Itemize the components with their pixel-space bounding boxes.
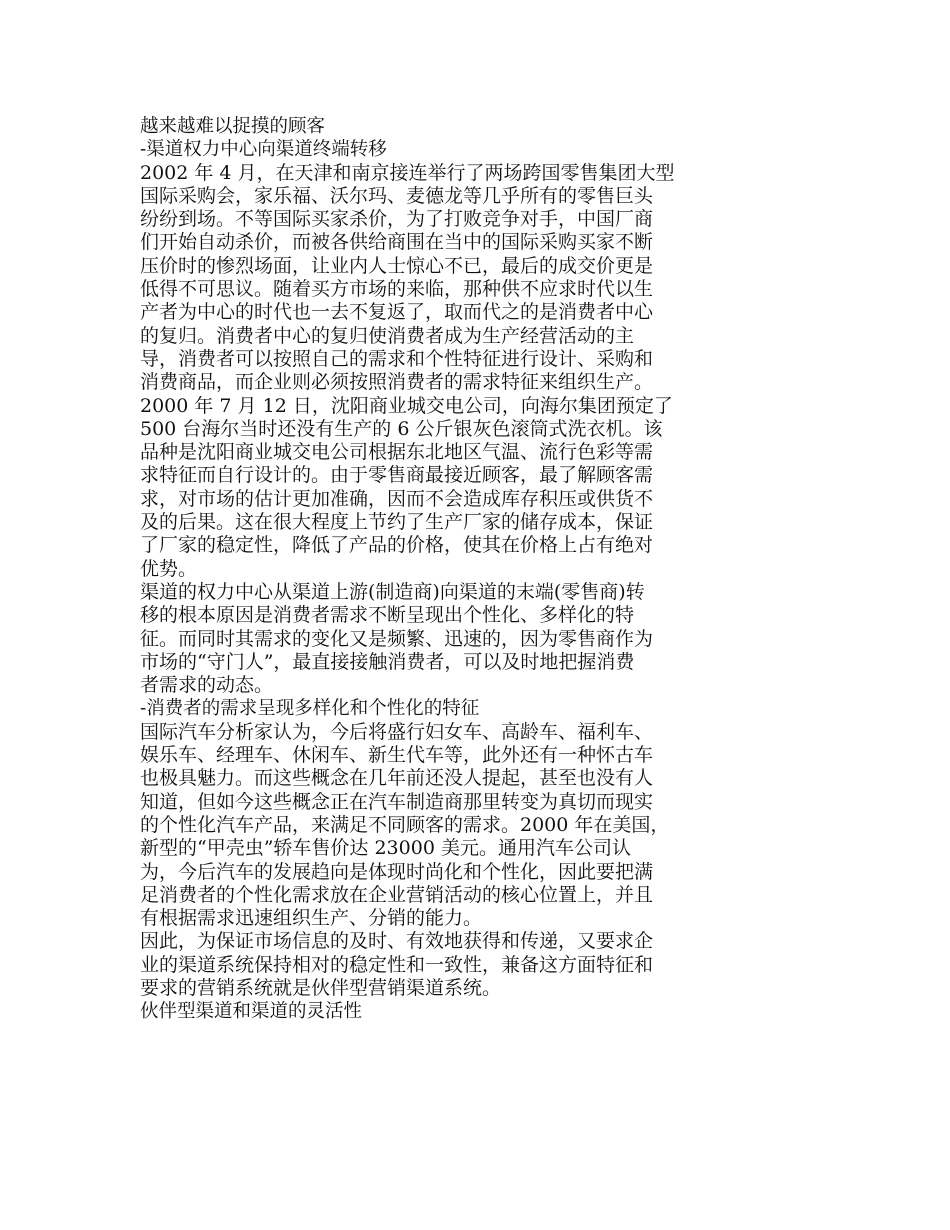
text-line: 们开始自动杀价，而被各供给商围在当中的国际采购买家不断: [140, 231, 654, 254]
text-line: 者需求的动态。: [140, 674, 274, 697]
text-line: 的个性化汽车产品，来满足不同顾客的需求。2000 年在美国，: [140, 813, 670, 836]
text-line: 产者为中心的时代也一去不复返了，取而代之的是消费者中心: [140, 301, 654, 324]
section-title: 伙伴型渠道和渠道的灵活性: [140, 1001, 363, 1023]
text-line: 纷纷到场。不等国际买家杀价，为了打败竞争对手，中国厂商: [140, 208, 654, 231]
text-line: 低得不可思议。随着买方市场的来临，那种供不应求时代以生: [140, 278, 654, 301]
section-title: 越来越难以捉摸的顾客: [140, 116, 326, 137]
text-line: 有根据需求迅速组织生产、分销的能力。: [140, 907, 483, 930]
text-line: 要求的营销系统就是伙伴型营销渠道系统。: [140, 976, 502, 999]
text-line: 求，对市场的估计更加准确，因而不会造成库存积压或供货不: [140, 487, 654, 510]
text-line: 品种是沈阳商业城交电公司根据东北地区气温、流行色彩等需: [140, 441, 654, 464]
text-line: 导，消费者可以按照自己的需求和个性特征进行设计、采购和: [140, 347, 654, 370]
text-line: 因此，为保证市场信息的及时、有效地获得和传递，又要求企: [140, 930, 654, 953]
text-line: 500 台海尔当时还没有生产的 6 公斤银灰色滚筒式洗衣机。该: [140, 417, 663, 440]
subsection-heading: -消费者的需求呈现多样化和个性化的特征: [140, 698, 480, 720]
text-line: 知道，但如今这些概念正在汽车制造商那里转变为真切而现实: [140, 790, 654, 813]
text-line: 的复归。消费者中心的复归使消费者成为生产经营活动的主: [140, 324, 635, 347]
text-line: 足消费者的个性化需求放在企业营销活动的核心位置上，并且: [140, 883, 654, 906]
text-line: 移的根本原因是消费者需求不断呈现出个性化、多样化的特: [140, 604, 635, 627]
text-line: 娱乐车、经理车、休闲车、新生代车等，此外还有一种怀古车: [140, 744, 654, 767]
text-line: 为，今后汽车的发展趋向是体现时尚化和个性化，因此要把满: [140, 860, 654, 883]
text-line: 业的渠道系统保持相对的稳定性和一致性，兼备这方面特征和: [140, 953, 654, 976]
text-line: 压价时的惨烈场面，让业内人士惊心不已，最后的成交价更是: [140, 254, 654, 277]
text-line: 优势。: [140, 557, 198, 580]
text-line: 征。而同时其需求的变化又是频繁、迅速的，因为零售商作为: [140, 627, 654, 650]
text-line: 2000 年 7 月 12 日，沈阳商业城交电公司，向海尔集团预定了: [140, 394, 673, 417]
text-line: 渠道的权力中心从渠道上游(制造商)向渠道的末端(零售商)转: [140, 580, 645, 603]
subsection-heading: -渠道权力中心向渠道终端转移: [140, 139, 387, 161]
text-line: 新型的“甲壳虫”轿车售价达 23000 美元。通用汽车公司认: [140, 837, 631, 860]
text-line: 求特征而自行设计的。由于零售商最接近顾客，最了解顾客需: [140, 464, 654, 487]
text-line: 消费商品，而企业则必须按照消费者的需求特征来组织生产。: [140, 371, 654, 394]
text-line: 2002 年 4 月，在天津和南京接连举行了两场跨国零售集团大型: [140, 161, 675, 184]
text-line: 国际汽车分析家认为，今后将盛行妇女车、高龄车、福利车、: [140, 720, 654, 743]
text-line: 及的后果。这在很大程度上节约了生产厂家的储存成本，保证: [140, 511, 654, 534]
text-line: 市场的“守门人”，最直接接触消费者，可以及时地把握消费: [140, 650, 635, 673]
text-line: 也极具魅力。而这些概念在几年前还没人提起，甚至也没有人: [140, 767, 654, 790]
text-line: 国际采购会，家乐福、沃尔玛、麦德龙等几乎所有的零售巨头: [140, 184, 654, 207]
document-page: [140, 115, 740, 1024]
text-line: 了厂家的稳定性，降低了产品的价格，使其在价格上占有绝对: [140, 534, 654, 557]
